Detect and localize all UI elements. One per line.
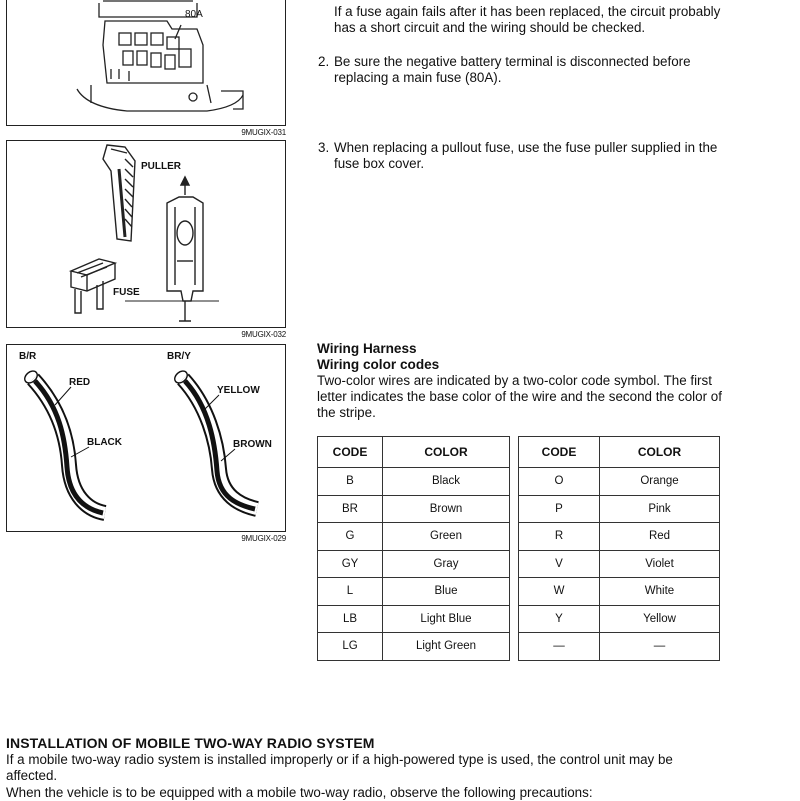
table-divider [510, 633, 519, 661]
figure-id-032: 9MUGIX-032 [241, 330, 286, 339]
note-2 [318, 54, 722, 86]
puller-label: PULLER [141, 161, 181, 172]
table-row [318, 633, 720, 661]
two-color-wire-illustration [7, 345, 284, 530]
color-cell: Blue [383, 578, 510, 606]
note-2-text: Be sure the negative battery terminal is disconnected before replacing a main fuse (80A). [334, 54, 691, 85]
note-2-number: 2. [318, 54, 330, 69]
table-row [318, 550, 720, 578]
right-base-color: BROWN [233, 439, 272, 450]
color-cell: Violet [600, 550, 720, 578]
note-1-continuation [318, 4, 722, 36]
code-cell: P [519, 495, 600, 523]
figure-id-029: 9MUGIX-029 [241, 534, 286, 543]
color-cell: Red [600, 523, 720, 551]
left-wire-code: B/R [19, 351, 37, 362]
table-row [318, 605, 720, 633]
wire-colors-figure [6, 344, 286, 532]
header-color-2: COLOR [600, 437, 720, 468]
fuse-label: FUSE [113, 287, 140, 298]
color-cell: Yellow [600, 605, 720, 633]
table-divider [510, 523, 519, 551]
header-code-1: CODE [318, 437, 383, 468]
color-cell: Pink [600, 495, 720, 523]
wiring-section [317, 341, 723, 421]
table-row [318, 495, 720, 523]
fuse-box-figure [6, 0, 286, 126]
table-divider [510, 578, 519, 606]
code-cell: B [318, 468, 383, 496]
left-stripe-color: RED [69, 377, 91, 388]
fuse-80a-label: 80A [185, 9, 203, 20]
code-cell: L [318, 578, 383, 606]
code-cell: BR [318, 495, 383, 523]
wiring-intro-text: Two-color wires are indicated by a two-color code symbol. The first letter indicates the base color of the wire and the second the color of the stripe. [317, 373, 722, 420]
table-divider [510, 550, 519, 578]
color-cell: Green [383, 523, 510, 551]
wiring-color-codes-heading: Wiring color codes [317, 357, 440, 372]
installation-heading: INSTALLATION OF MOBILE TWO-WAY RADIO SYSTEM [6, 735, 375, 751]
color-cell: Orange [600, 468, 720, 496]
code-cell: G [318, 523, 383, 551]
right-wire-code: BR/Y [167, 351, 191, 362]
left-base-color: BLACK [87, 437, 122, 448]
installation-paragraph-1: If a mobile two-way radio system is installed improperly or if a high-powered type is used, the control unit may be affected. [6, 752, 673, 783]
fuse-box-illustration [7, 0, 284, 124]
color-code-table [317, 436, 720, 661]
color-cell: Black [383, 468, 510, 496]
note-1-text: If a fuse again fails after it has been replaced, the circuit probably has a short circuit and the wiring should be checked. [334, 4, 721, 35]
table-row [318, 523, 720, 551]
installation-paragraph-2: When the vehicle is to be equipped with a mobile two-way radio, observe the following precautions: [6, 785, 593, 800]
right-stripe-color: YELLOW [217, 385, 260, 396]
color-cell: Light Green [383, 633, 510, 661]
code-cell: LG [318, 633, 383, 661]
note-3-number: 3. [318, 140, 330, 155]
code-cell: V [519, 550, 600, 578]
table-header-row [318, 437, 720, 468]
code-cell: GY [318, 550, 383, 578]
color-cell: Gray [383, 550, 510, 578]
code-cell: — [519, 633, 600, 661]
code-cell: W [519, 578, 600, 606]
note-3 [318, 140, 722, 172]
table-divider [510, 468, 519, 496]
code-cell: O [519, 468, 600, 496]
color-cell: White [600, 578, 720, 606]
code-cell: Y [519, 605, 600, 633]
color-cell: Brown [383, 495, 510, 523]
table-divider [510, 495, 519, 523]
figure-id-031: 9MUGIX-031 [241, 128, 286, 137]
color-cell: — [600, 633, 720, 661]
note-3-text: When replacing a pullout fuse, use the fuse puller supplied in the fuse box cover. [334, 140, 718, 171]
table-divider [510, 605, 519, 633]
code-cell: R [519, 523, 600, 551]
color-cell: Light Blue [383, 605, 510, 633]
table-divider [510, 437, 519, 468]
fuse-puller-figure [6, 140, 286, 328]
table-row [318, 578, 720, 606]
code-cell: LB [318, 605, 383, 633]
wiring-harness-heading: Wiring Harness [317, 341, 417, 356]
header-code-2: CODE [519, 437, 600, 468]
header-color-1: COLOR [383, 437, 510, 468]
table-row [318, 468, 720, 496]
